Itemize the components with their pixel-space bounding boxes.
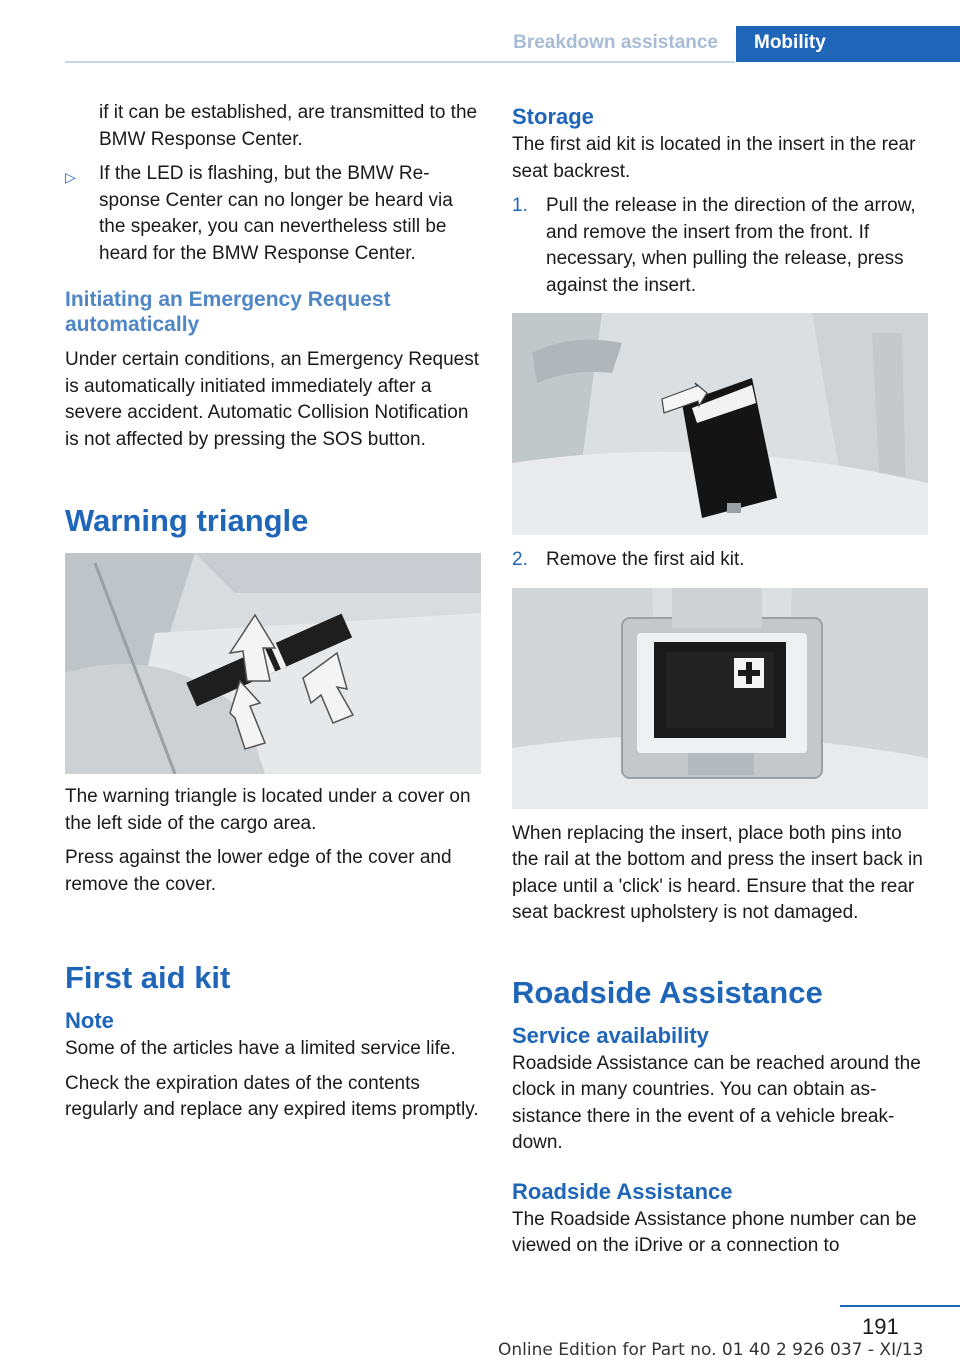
note-text-2: Check the expiration dates of the contents regularly and replace any expired items promptly. xyxy=(65,1072,479,1120)
step-item xyxy=(512,193,928,299)
step-number: 2. xyxy=(512,549,528,570)
heading-roadside-assistance: Roadside Assistance xyxy=(512,974,823,1010)
heading-first-aid-kit: First aid kit xyxy=(65,960,231,995)
heading-note: Note xyxy=(65,1008,114,1033)
first-aid-kit-illustration xyxy=(512,588,928,809)
page-number: 191 xyxy=(862,1314,899,1339)
edition-footer: Online Edition for Part no. 01 40 2 926 037 - XI/13 xyxy=(498,1340,924,1360)
triangle-right-icon: ▷ xyxy=(65,169,76,185)
heading-storage: Storage xyxy=(512,104,594,129)
warning-text-2: Press against the lower edge of the cover and remove the cover. xyxy=(65,847,452,895)
warning-text-1: The warning triangle is located under a cover on the left side of the cargo area. xyxy=(65,786,471,834)
heading-warning-triangle: Warning triangle xyxy=(65,503,309,538)
roadside-text: The Roadside Assistance phone number can be viewed on the iDrive or a connection to xyxy=(512,1208,917,1256)
step-text: Pull the release in the direction of the arrow, and remove the insert from the front. If necessary, when pulling the release, press against the insert. xyxy=(546,195,916,296)
storage-text: The first aid kit is located in the insert in the rear seat backrest. xyxy=(512,134,916,182)
rear-seat-insert-illustration xyxy=(512,313,928,535)
auto-emergency-text: Under certain conditions, an Emergency Request is automatically initiated immediately after a severe accident. Automatic Collision Notification is not affected by pressing the SOS button. xyxy=(65,349,480,450)
bullet-text: If the LED is flashing, but the BMW Response Center can no longer be heard via the speaker, you can nevertheless still be heard for the BMW Response Center. xyxy=(99,163,453,264)
page-header xyxy=(513,26,960,62)
warning-triangle-illustration xyxy=(65,553,481,774)
heading-service-availability: Service availability xyxy=(512,1022,709,1048)
header-section-title: Breakdown assistance xyxy=(513,32,718,53)
continued-text: if it can be established, are transmitted to the BMW Response Center. xyxy=(99,102,478,150)
replace-text: When replacing the insert, place both pins into the rail at the bottom and press the insert back in place until a 'click' is heard. Ensure that the rear seat backrest upholstery is not damaged. xyxy=(512,822,923,923)
note-text-1: Some of the articles have a limited service life. xyxy=(65,1038,456,1059)
bullet-item xyxy=(65,161,481,267)
right-column xyxy=(512,100,928,1260)
step-item xyxy=(512,547,928,574)
step-text: Remove the first aid kit. xyxy=(546,549,745,570)
header-divider xyxy=(65,61,735,63)
service-text: Roadside Assistance can be reached around the clock in many countries. You can obtain assistance there in the event of a vehicle breakdown. xyxy=(512,1052,921,1153)
step-number: 1. xyxy=(512,195,528,216)
heading-roadside-assistance-sub: Roadside Assistance xyxy=(512,1178,733,1204)
header-chapter-tab: Mobility xyxy=(736,26,960,62)
left-column xyxy=(65,100,481,1124)
footer-divider xyxy=(840,1305,960,1307)
heading-auto-emergency: Initiating an Emergency Request automatically xyxy=(65,288,391,336)
